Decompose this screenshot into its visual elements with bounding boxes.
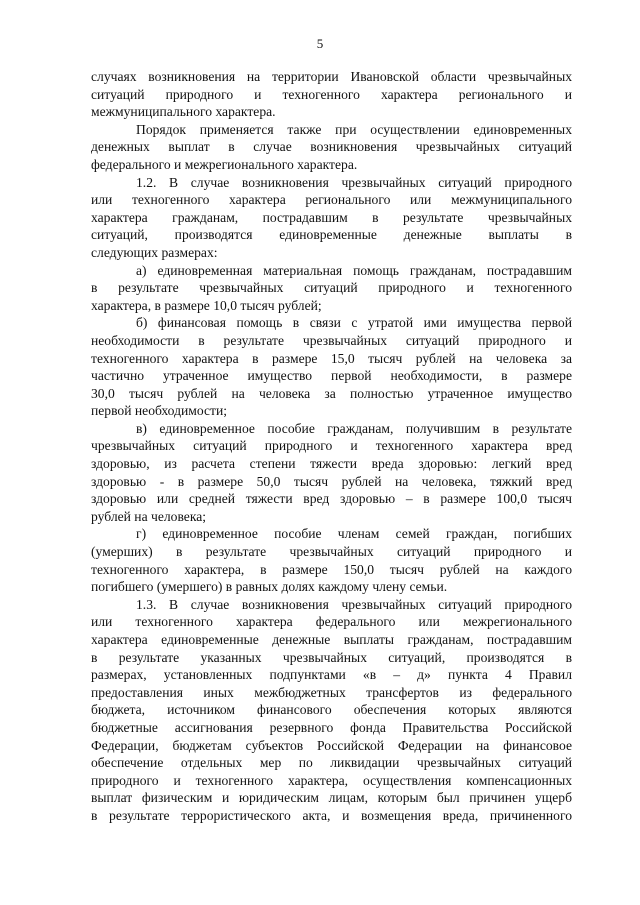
text-line: погибшего (умершего) в равных долях каждому члену семьи. <box>91 579 448 595</box>
text-line: в результате террористического акта, и возмещения вреда, причиненного <box>91 807 572 823</box>
text-line: г) единовременное пособие членам семей граждан, погибших <box>136 526 572 542</box>
text-line: выплат физическим и юридическим лицам, которым был причинен ущерб <box>91 790 572 806</box>
text-line: обеспечение отдельных мер по ликвидации чрезвычайных ситуаций <box>91 755 572 771</box>
text-line: чрезвычайных ситуаций природного и техногенного характера вред <box>91 438 572 454</box>
text-line: частично утраченное имущество первой необходимости, в размере <box>91 368 572 384</box>
text-line: (умерших) в результате чрезвычайных ситуаций природного и <box>91 544 572 560</box>
text-line: техногенного характера, в размере 150,0 тысяч рублей на каждого <box>91 561 572 577</box>
text-line: следующих размерах: <box>91 244 218 260</box>
page-number: 5 <box>316 36 324 51</box>
text-line: межмуниципального характера. <box>91 104 276 120</box>
text-line: здоровью - в размере 50,0 тысяч рублей на человека, тяжкий вред <box>91 473 572 489</box>
text-line: б) финансовая помощь в связи с утратой ими имущества первой <box>136 315 572 331</box>
text-line: ситуаций природного и техногенного характера регионального и <box>91 86 572 102</box>
text-line: в результате чрезвычайных ситуаций природного и техногенного <box>91 280 572 296</box>
text-line: в) единовременное пособие гражданам, получившим в результате <box>136 420 572 436</box>
text-line: Федерации, бюджетам субъектов Российской Федерации на финансовое <box>91 737 572 753</box>
text-line: рублей на человека; <box>91 508 207 524</box>
text-line: характера гражданам, пострадавшим в результате чрезвычайных <box>91 209 572 225</box>
text-line: 30,0 тысяч рублей на человека за полностью утраченное имущество <box>91 385 572 401</box>
body-text <box>91 68 572 825</box>
text-line: необходимости в результате чрезвычайных ситуаций природного и <box>91 332 572 348</box>
text-line: Порядок применяется также при осуществлении единовременных <box>136 121 572 137</box>
text-line: 1.3. В случае возникновения чрезвычайных ситуаций природного <box>136 596 572 612</box>
text-line: здоровью, из расчета степени тяжести вреда здоровью: легкий вред <box>91 456 572 472</box>
text-line: природного и техногенного характера, осуществления компенсационных <box>91 772 572 788</box>
text-line: 1.2. В случае возникновения чрезвычайных ситуаций природного <box>136 174 572 190</box>
text-line: техногенного характера в размере 15,0 тысяч рублей на человека за <box>91 350 572 366</box>
text-line: ситуаций, производятся единовременные денежные выплаты в <box>91 227 572 243</box>
text-line: или техногенного характера регионального или межмуниципального <box>91 192 572 208</box>
text-line: первой необходимости; <box>91 403 228 419</box>
text-line: здоровью или средней тяжести вред здоровью – в размере 100,0 тысяч <box>91 491 572 507</box>
text-line: характера, в размере 10,0 тысяч рублей; <box>91 297 322 313</box>
text-line: характера единовременные денежные выплаты гражданам, пострадавшим <box>91 632 572 647</box>
text-line: федерального и межрегионального характера. <box>91 156 358 172</box>
text-line: бюджетные ассигнования резервного фонда Правительства Российской <box>91 719 572 735</box>
text-line: денежных выплат в случае возникновения чрезвычайных ситуаций <box>91 139 572 155</box>
text-line: в результате указанных чрезвычайных ситуаций, производятся в <box>91 649 572 665</box>
text-line: бюджета, источником финансового обеспечения которых являются <box>91 702 572 718</box>
text-line: предоставления иных межбюджетных трансфертов из федерального <box>91 684 572 700</box>
text-line: или техногенного характера федерального или межрегионального <box>91 614 572 630</box>
text-line: а) единовременная материальная помощь гражданам, пострадавшим <box>136 262 572 278</box>
text-line: размерах, установленных подпунктами «в – д» пункта 4 Правил <box>91 667 572 683</box>
text-line: случаях возникновения на территории Ивановской области чрезвычайных <box>91 69 572 84</box>
